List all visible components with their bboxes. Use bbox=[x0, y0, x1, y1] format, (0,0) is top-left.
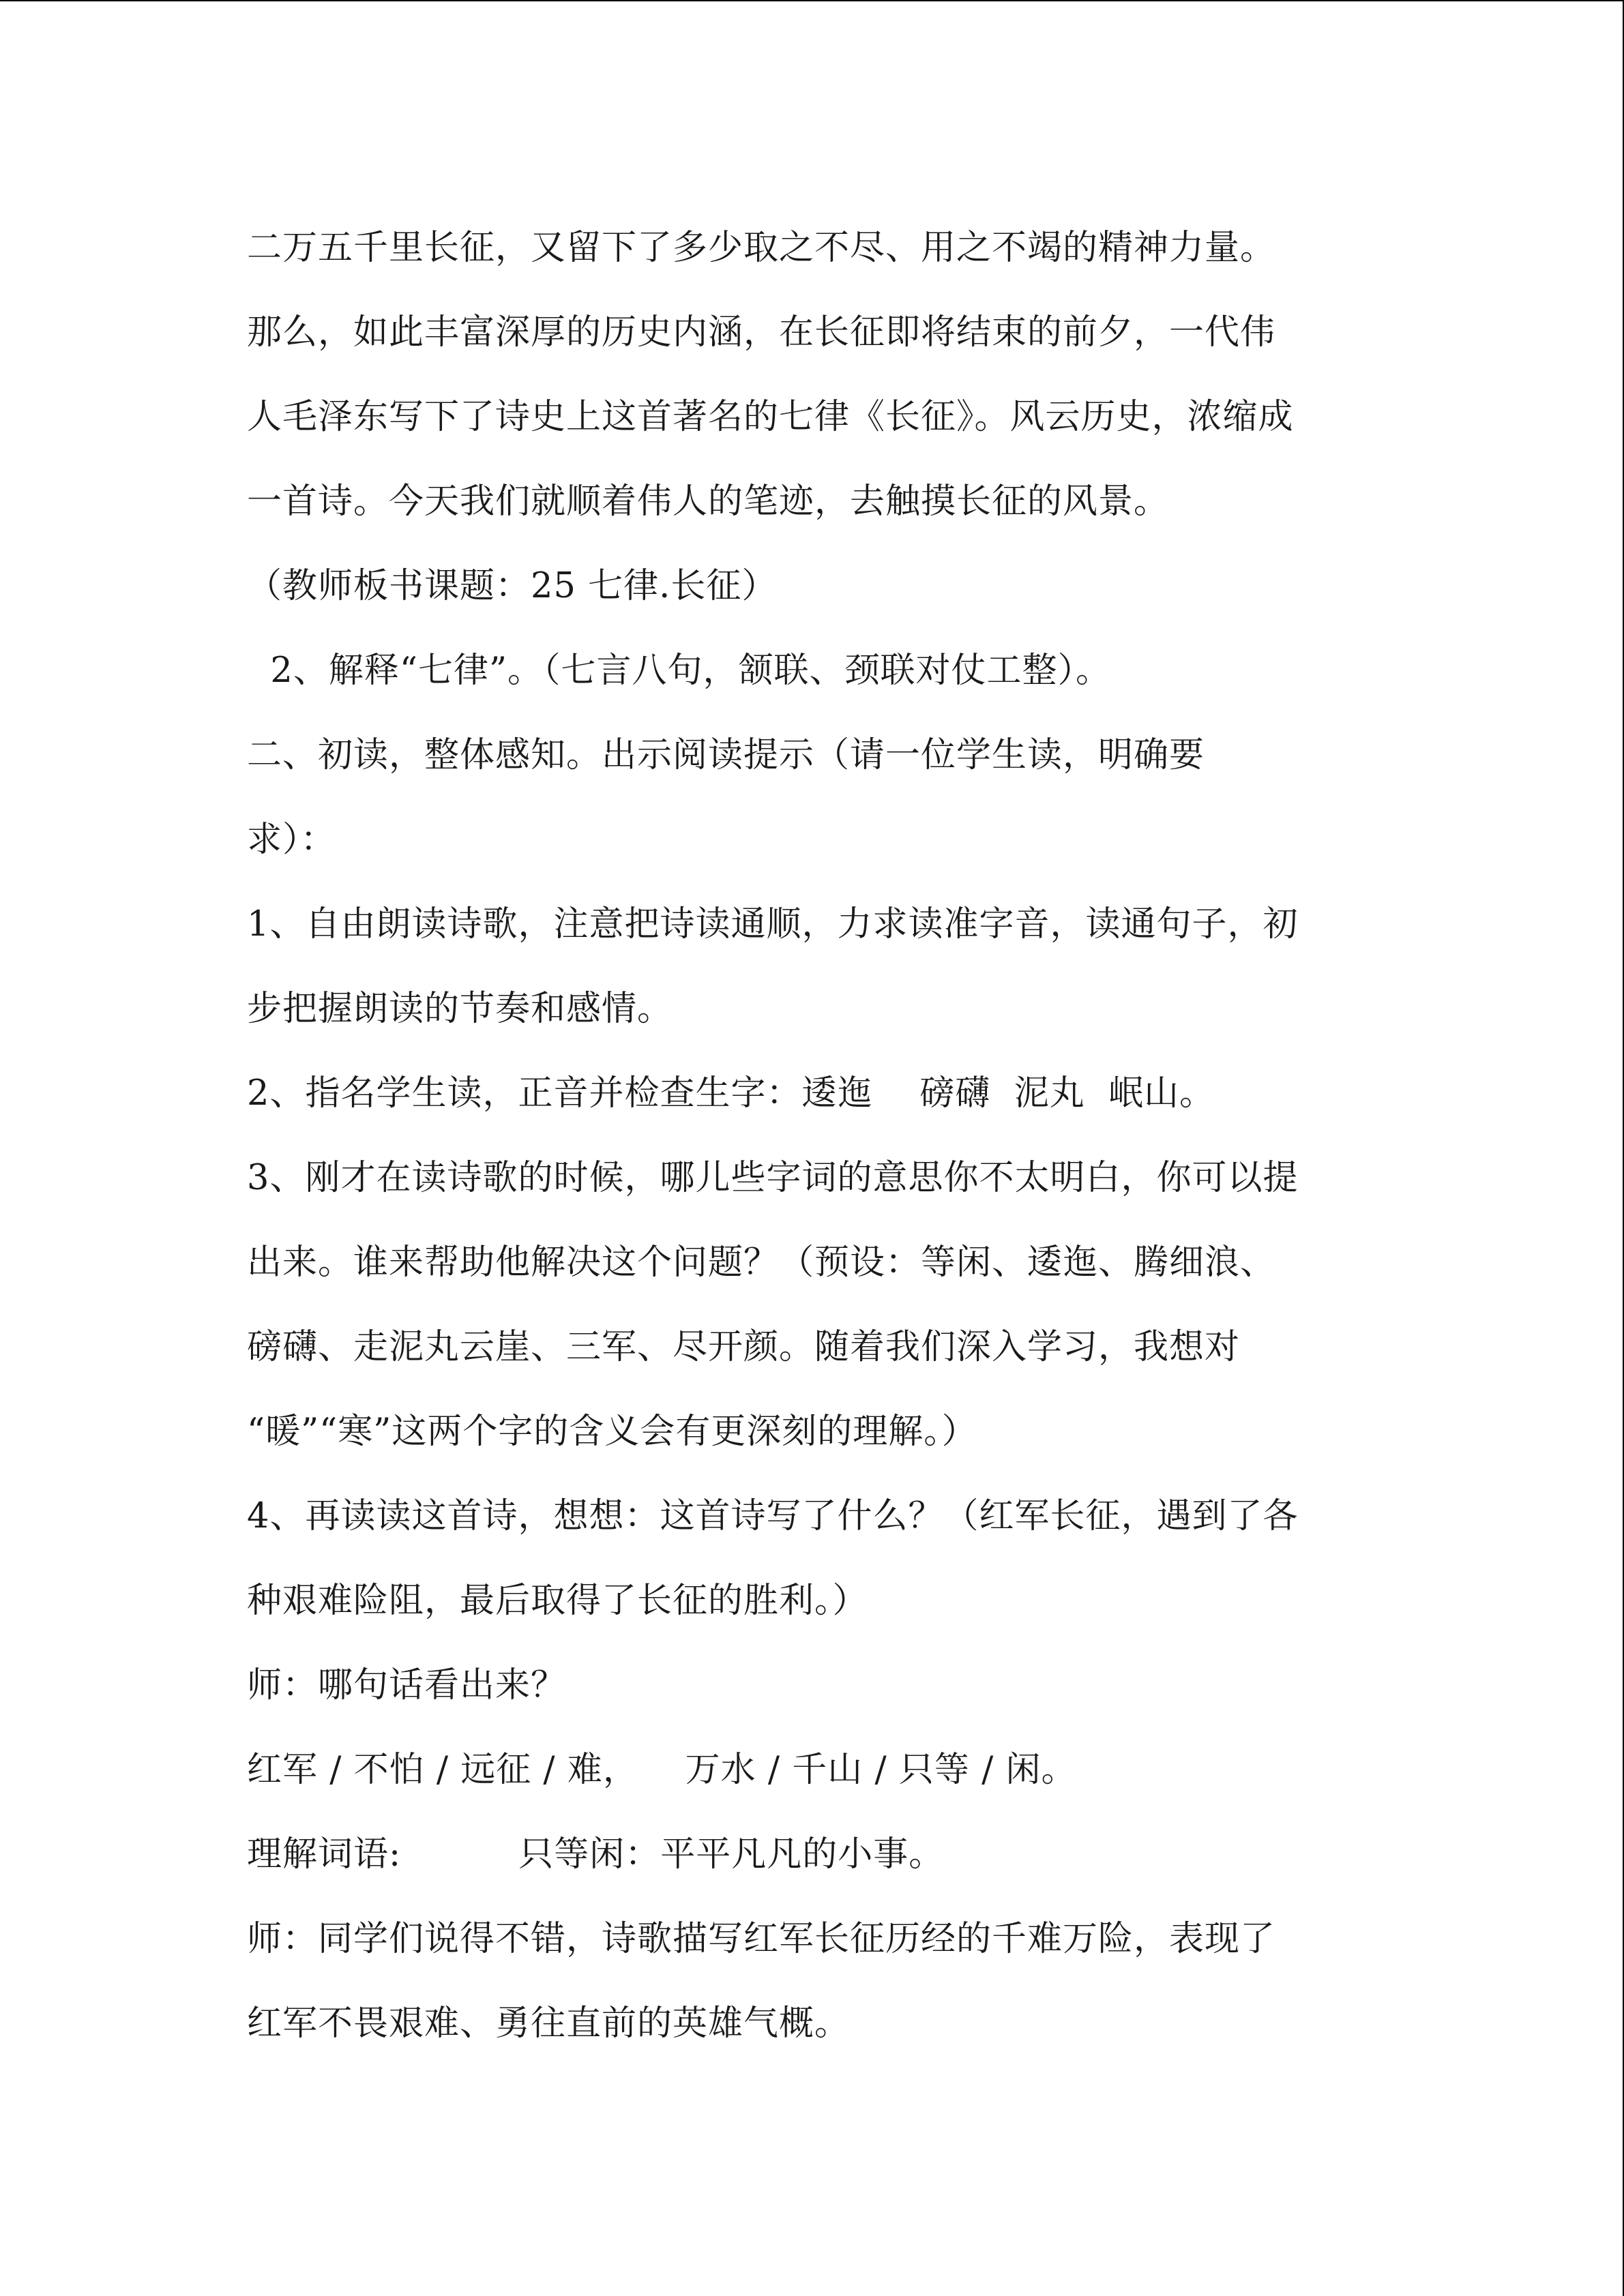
text-line: 种艰难险阻，最后取得了长征的胜利。） bbox=[247, 1581, 868, 1621]
text-line: 步把握朗读的节奏和感情。 bbox=[247, 989, 673, 1029]
text-line: 二万五千里长征，又留下了多少取之不尽、用之不竭的精神力量。 bbox=[247, 228, 1276, 268]
text-line: （教师板书课题：25 七律.长征） bbox=[247, 566, 778, 606]
text-line: 红军不畏艰难、勇往直前的英雄气概。 bbox=[247, 2003, 851, 2044]
text-line: “暖”“寒”这两个字的含义会有更深刻的理解。） bbox=[247, 1412, 977, 1452]
document-body bbox=[247, 206, 1393, 2066]
text-line: 出来。谁来帮助他解决这个问题？（预设：等闲、逶迤、腾细浪、 bbox=[247, 1242, 1276, 1283]
text-line: 求）： bbox=[247, 820, 336, 860]
text-line: 红军 / 不怕 / 远征 / 难， 万水 / 千山 / 只等 / 闲。 bbox=[247, 1750, 1077, 1790]
text-line: 二、初读，整体感知。出示阅读提示（请一位学生读，明确要 bbox=[247, 735, 1205, 775]
text-line: 师：哪句话看出来？ bbox=[247, 1665, 567, 1705]
text-line: 3、刚才在读诗歌的时候，哪儿些字词的意思你不太明白，你可以提 bbox=[247, 1158, 1299, 1198]
text-line: 那么，如此丰富深厚的历史内涵，在长征即将结束的前夕，一代伟 bbox=[247, 312, 1276, 353]
text-line: 理解词语: 只等闲：平平凡凡的小事。 bbox=[247, 1834, 945, 1875]
text-line: 磅礴、走泥丸云崖、三军、尽开颜。随着我们深入学习，我想对 bbox=[247, 1327, 1241, 1367]
text-line: 人毛泽东写下了诗史上这首著名的七律《长征》。风云历史，浓缩成 bbox=[247, 397, 1294, 437]
text-line: 4、再读读这首诗，想想：这首诗写了什么？（红军长征，遇到了各 bbox=[247, 1496, 1299, 1536]
text-line: 一首诗。今天我们就顺着伟人的笔迹，去触摸长征的风景。 bbox=[247, 481, 1170, 522]
text-line: 2、指名学生读，正音并检查生字：逶迤 磅礴 泥丸 岷山。 bbox=[247, 1073, 1215, 1114]
text-line: 师：同学们说得不错，诗歌描写红军长征历经的千难万险，表现了 bbox=[247, 1919, 1276, 1959]
text-line: 2、解释“七律”。（七言八句，颔联、颈联对仗工整）。 bbox=[247, 651, 1112, 691]
text-line: 1、自由朗读诗歌，注意把诗读通顺，力求读准字音，读通句子，初 bbox=[247, 904, 1299, 944]
